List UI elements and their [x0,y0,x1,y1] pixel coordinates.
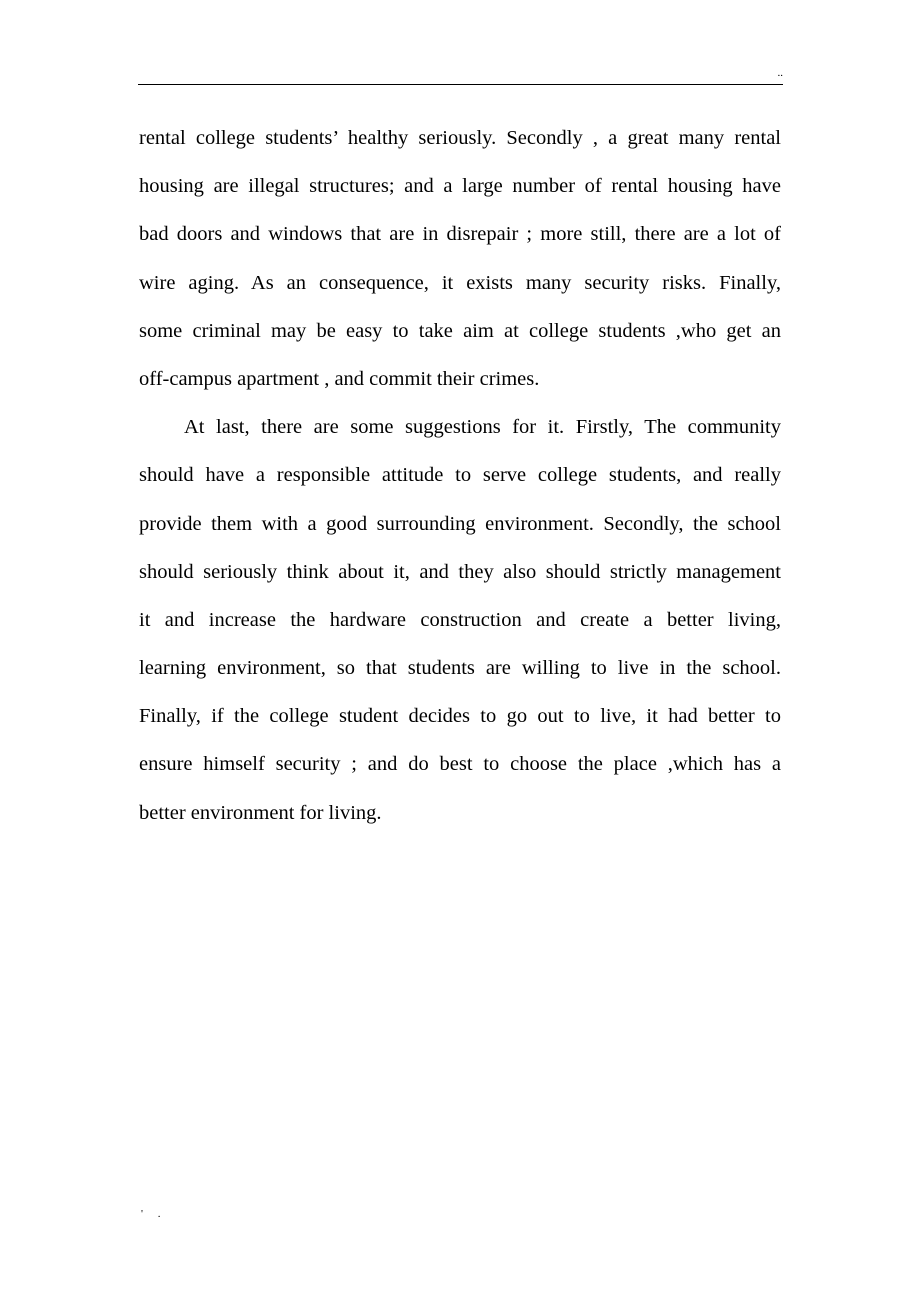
text-line: rental college students’ healthy seriously. Secondly , a great many rental [139,127,781,149]
text-line: provide them with a good surrounding environment. Secondly, the school [139,512,781,535]
header-rule [138,84,783,85]
text-line: some criminal may be easy to take aim at college students ,who get an [139,319,781,342]
paragraph-2 [139,403,781,837]
header-mark: .. [777,67,783,79]
text-line: off-campus apartment , and commit their crimes. [139,367,540,390]
text-line: should have a responsible attitude to serve college students, and really [139,464,781,487]
text-line: housing are illegal structures; and a large number of rental housing have [139,175,781,198]
text-line: ensure himself security ; and do best to choose the place ,which has a [139,753,781,776]
text-line: learning environment, so that students are willing to live in the school. [139,657,781,680]
text-line: better environment for living. [139,801,382,824]
text-line: wire aging. As an consequence, it exists many security risks. Finally, [139,271,781,294]
text-line: should seriously think about it, and they also should strictly management [139,560,781,583]
body-text [139,114,781,837]
text-line: Finally, if the college student decides to go out to live, it had better to [139,705,781,728]
text-line: At last, there are some suggestions for it. Firstly, The community [184,416,781,439]
text-line: it and increase the hardware construction and create a better living, [139,608,781,631]
footer-mark: ' . [141,1208,167,1220]
text-line: bad doors and windows that are in disrepair ; more still, there are a lot of [139,223,781,246]
paragraph-1 [139,114,781,403]
